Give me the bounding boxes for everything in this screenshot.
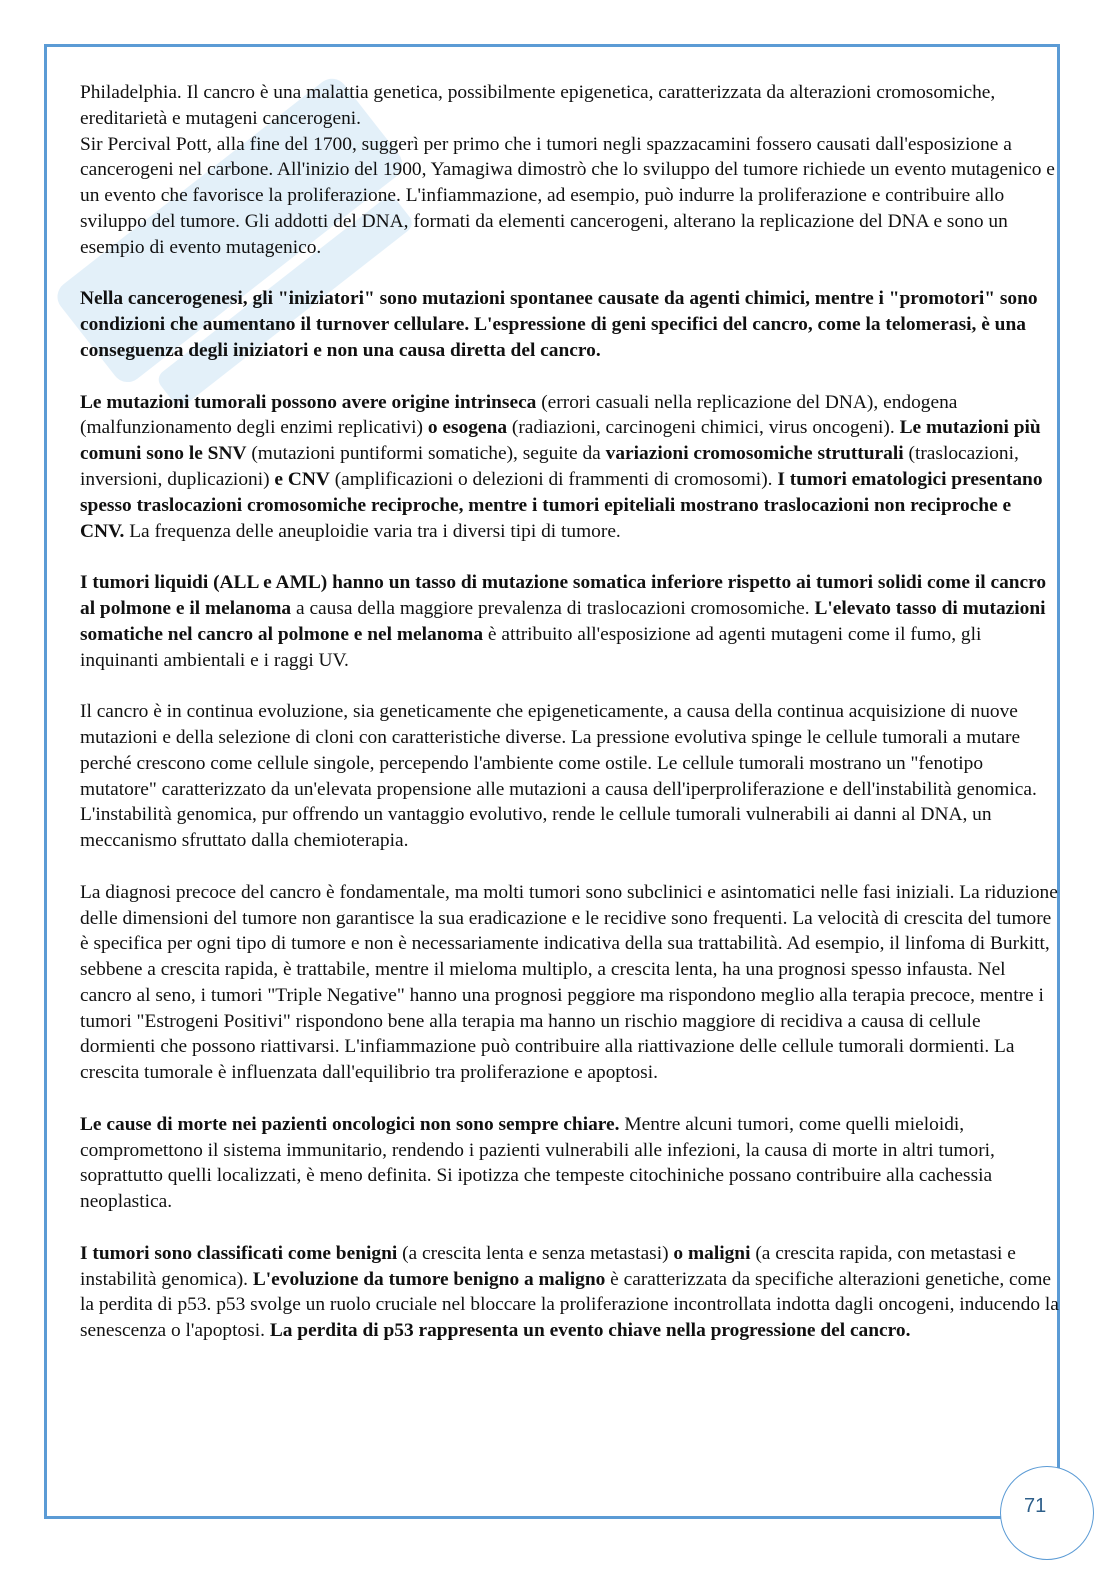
paragraph-6: Il cancro è in continua evoluzione, sia geneticamente che epigeneticamente, a causa della continua acquisizione di nuove mutazioni e della selezione di cloni con caratteristiche diverse. La pressione evolutiva spinge le cellule tumorali a mutare perché crescono come cellule singole, percependo l'ambiente come ostile. Le cellule tumorali mostrano un "fenotipo mutatore" caratterizzato da un'elevata propensione alle mutazioni a causa dell'iperproliferazione e dell'instabilità genomica. L'instabilità genomica, pur offrendo un vantaggio evolutivo, rende le cellule tumorali vulnerabili ai danni al DNA, un meccanismo sfruttato dalla chemioterapia. xyxy=(80,701,1037,852)
page-number: 71 xyxy=(1024,1495,1047,1517)
paragraph-7: La diagnosi precoce del cancro è fondamentale, ma molti tumori sono subclinici e asintomatici nelle fasi iniziali. La riduzione delle dimensioni del tumore non garantisce la sua eradicazione e le recidive sono frequenti. La velocità di crescita del tumore è specifica per ogni tipo di tumore e non è necessariamente indicativa della sua trattabilità. Ad esempio, il linfoma di Burkitt, sebbene a crescita rapida, è trattabile, mentre il mieloma multiplo, a crescita lenta, ha una prognosi spesso infausta. Nel cancro al seno, i tumori "Triple Negative" hanno una prognosi peggiore ma rispondono meglio alla terapia precoce, mentre i tumori "Estrogeni Positivi" rispondono bene alla terapia ma hanno un rischio maggiore di recidiva a causa di cellule dormienti che possono riattivarsi. L'infiammazione può contribuire alla riattivazione delle cellule tumorali dormienti. La crescita tumorale è influenzata dall'equilibrio tra proliferazione e apoptosi. xyxy=(80,881,1058,1084)
paragraph-5: I tumori liquidi (ALL e AML) hanno un tasso di mutazione somatica inferiore rispetto ai tumori solidi come il cancro al polmone e il melanoma a causa della maggiore prevalenza di traslocazioni cromosomiche. L'elevato tasso di mutazioni somatiche nel cancro al polmone e nel melanoma è attribuito all'esposizione ad agenti mutageni come il fumo, gli inquinanti ambientali e i raggi UV. xyxy=(80,572,1047,671)
paragraph-3: Nella cancerogenesi, gli "iniziatori" sono mutazioni spontanee causate da agenti chimici, mentre i "promotori" sono condizioni che aumentano il turnover cellulare. L'espressione di geni specifici del cancro, come la telomerasi, è una conseguenza degli iniziatori e non una causa diretta del cancro. xyxy=(80,288,1038,361)
paragraph-8: Le cause di morte nei pazienti oncologici non sono sempre chiare. Mentre alcuni tumori, come quelli mieloidi, compromettono il sistema immunitario, rendendo i pazienti vulnerabili alle infezioni, la causa di morte in altri tumori, soprattutto quelli localizzati, è meno definita. Si ipotizza che tempeste citochiniche possano contribuire alla cachessia neoplastica. xyxy=(80,1113,995,1213)
page-number-circle xyxy=(1000,1466,1094,1560)
paragraph-2: Sir Percival Pott, alla fine del 1700, suggerì per primo che i tumori negli spazzacamini fossero causati dall'esposizione a cancerogeni nel carbone. All'inizio del 1900, Yamagiwa dimostrò che lo sviluppo del tumore richiede un evento mutagenico e un evento che favorisce la proliferazione. L'infiammazione, ad esempio, può indurre la proliferazione e contribuire allo sviluppo del tumore. Gli addotti del DNA, formati da elementi cancerogeni, alterano la replicazione del DNA e sono un esempio di evento mutagenico. xyxy=(80,133,1055,258)
paragraph-1: Philadelphia. Il cancro è una malattia genetica, possibilmente epigenetica, caratterizzata da alterazioni cromosomiche, ereditarietà e mutageni cancerogeni. xyxy=(80,82,996,129)
paragraph-4: Le mutazioni tumorali possono avere origine intrinseca (errori casuali nella replicazione del DNA), endogena (malfunzionamento degli enzimi replicativi) o esogena (radiazioni, carcinogeni chimici, virus oncogeni). Le mutazioni più comuni sono le SNV (mutazioni puntiformi somatiche), seguite da variazioni cromosomiche strutturali (traslocazioni, inversioni, duplicazioni) e CNV (amplificazioni o delezioni di frammenti di cromosomi). I tumori ematologici presentano spesso traslocazioni cromosomiche reciproche, mentre i tumori epiteliali mostrano traslocazioni non reciproche e CNV. La frequenza delle aneuploidie varia tra i diversi tipi di tumore. xyxy=(80,391,1043,542)
paragraph-9: I tumori sono classificati come benigni (a crescita lenta e senza metastasi) o maligni (a crescita rapida, con metastasi e instabilità genomica). L'evoluzione da tumore benigno a maligno è caratterizzata da specifiche alterazioni genetiche, come la perdita di p53. p53 svolge un ruolo cruciale nel bloccare la proliferazione incontrollata indotta dagli oncogeni, inducendo la senescenza o l'apoptosi. La perdita di p53 rappresenta un evento chiave nella progressione del cancro. xyxy=(80,1242,1059,1342)
document-body xyxy=(80,80,1060,1370)
